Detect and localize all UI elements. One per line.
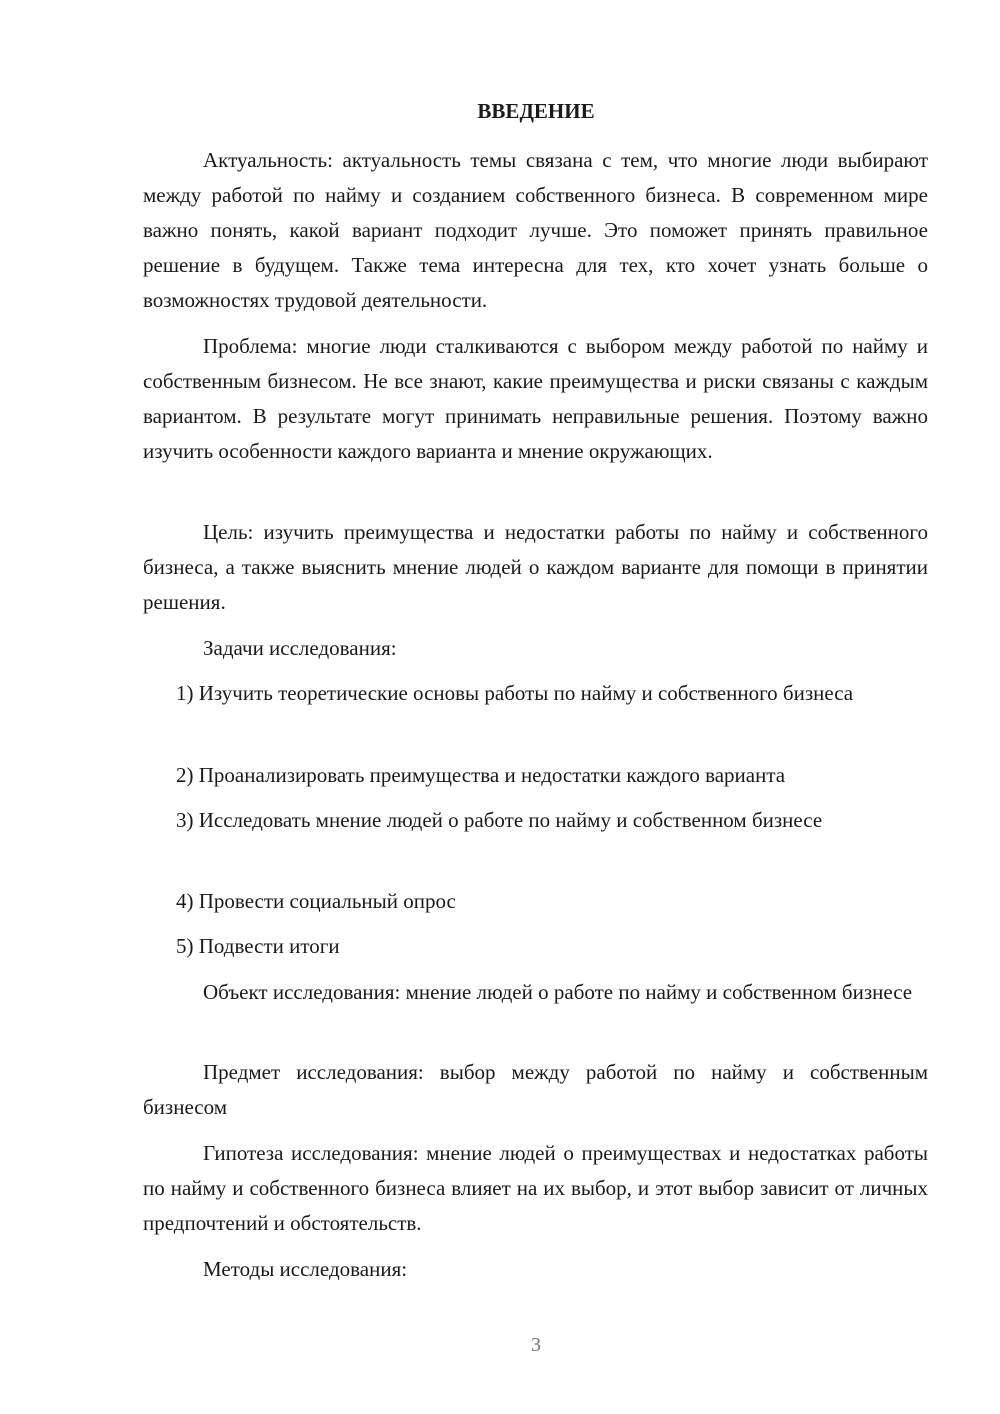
page-number: 3: [531, 1334, 541, 1356]
paragraph-goal: Цель: изучить преимущества и недостатки работы по найму и собственного бизнеса, а также выяснить мнение людей о каждом варианте для помощи в принятии решения.: [143, 520, 928, 614]
paragraph-hypothesis: Гипотеза исследования: мнение людей о преимуществах и недостатках работы по найму и собственного бизнеса влияет на их выбор, и этот выбор зависит от личных предпочтений и обстоятельств.: [143, 1141, 928, 1235]
tasks-title: Задачи исследования:: [203, 636, 397, 660]
paragraph-subject: Предмет исследования: выбор между работой по найму и собственным бизнесом: [143, 1060, 928, 1119]
paragraph-methods: Методы исследования:: [203, 1257, 408, 1281]
section-heading: ВВЕДЕНИЕ: [477, 99, 595, 123]
task-item-4: 4) Провести социальный опрос: [176, 889, 456, 913]
task-item-3: 3) Исследовать мнение людей о работе по найму и собственном бизнесе: [176, 808, 823, 832]
paragraph-object: Объект исследования: мнение людей о работе по найму и собственном бизнесе: [203, 980, 913, 1004]
task-item-1: 1) Изучить теоретические основы работы по найму и собственного бизнеса: [176, 681, 854, 705]
task-item-5: 5) Подвести итоги: [176, 934, 340, 958]
task-item-2: 2) Проанализировать преимущества и недостатки каждого варианта: [176, 763, 786, 787]
paragraph-relevance: Актуальность: актуальность темы связана с тем, что многие люди выбирают между работой по найму и созданием собственного бизнеса. В современном мире важно понять, какой вариант подходит лучше. Это поможет принять правильное решение в будущем. Также тема интересна для тех, кто хочет узнать больше о возможностях трудовой деятельности.: [143, 148, 928, 312]
paragraph-problem: Проблема: многие люди сталкиваются с выбором между работой по найму и собственным бизнесом. Не все знают, какие преимущества и риски связаны с каждым вариантом. В результате могут принимать неправильные решения. Поэтому важно изучить особенности каждого варианта и мнение окружающих.: [143, 334, 928, 463]
